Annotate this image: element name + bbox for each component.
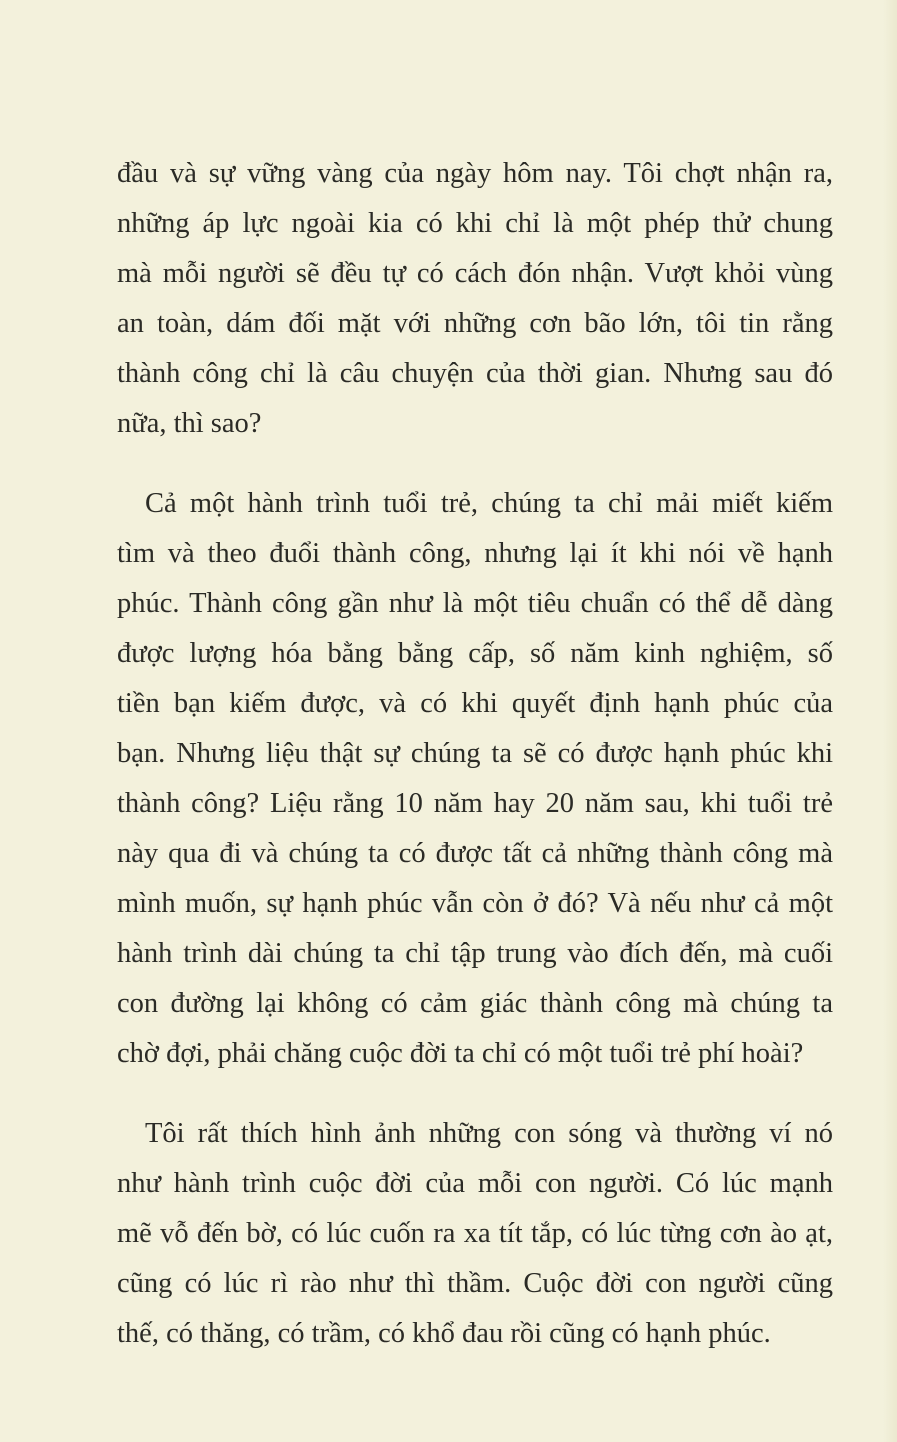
text-line: con đường lại không có cảm giác thành công mà chúng ta (117, 988, 833, 1019)
text-line: chờ đợi, phải chăng cuộc đời ta chỉ có một tuổi trẻ phí hoài? (117, 1038, 804, 1069)
text-line: hành trình dài chúng ta chỉ tập trung vào đích đến, mà cuối (117, 938, 833, 969)
text-line: tiền bạn kiếm được, và có khi quyết định hạnh phúc của (117, 688, 833, 719)
text-line: đầu và sự vững vàng của ngày hôm nay. Tôi chợt nhận ra, (117, 158, 833, 189)
text-line: mình muốn, sự hạnh phúc vẫn còn ở đó? Và nếu như cả một (117, 888, 833, 919)
text-line: cũng có lúc rì rào như thì thầm. Cuộc đời con người cũng (117, 1268, 833, 1299)
text-line: những áp lực ngoài kia có khi chỉ là một phép thử chung (117, 208, 833, 239)
page-edge-shadow (883, 0, 897, 1442)
text-line: Tôi rất thích hình ảnh những con sóng và thường ví nó (145, 1118, 833, 1149)
text-line: được lượng hóa bằng bằng cấp, số năm kinh nghiệm, số (117, 638, 833, 669)
paragraph (117, 149, 833, 449)
paragraph (117, 479, 833, 1079)
text-line: như hành trình cuộc đời của mỗi con người. Có lúc mạnh (117, 1168, 833, 1199)
text-line: thành công chỉ là câu chuyện của thời gian. Nhưng sau đó (117, 358, 833, 389)
text-line: mà mỗi người sẽ đều tự có cách đón nhận. Vượt khỏi vùng (117, 258, 833, 289)
text-line: thế, có thăng, có trầm, có khổ đau rồi cũng có hạnh phúc. (117, 1318, 771, 1349)
text-line: tìm và theo đuổi thành công, nhưng lại ít khi nói về hạnh (117, 538, 833, 569)
text-line: bạn. Nhưng liệu thật sự chúng ta sẽ có được hạnh phúc khi (117, 738, 833, 769)
text-line: mẽ vỗ đến bờ, có lúc cuốn ra xa tít tắp, có lúc từng cơn ào ạt, (117, 1218, 833, 1249)
text-line: này qua đi và chúng ta có được tất cả những thành công mà (117, 838, 833, 869)
book-page-body (117, 149, 833, 1389)
text-line: an toàn, dám đối mặt với những cơn bão lớn, tôi tin rằng (117, 308, 833, 339)
text-line: thành công? Liệu rằng 10 năm hay 20 năm sau, khi tuổi trẻ (117, 788, 833, 819)
paragraph (117, 1109, 833, 1359)
text-line: phúc. Thành công gần như là một tiêu chuẩn có thể dễ dàng (117, 588, 833, 619)
text-line: Cả một hành trình tuổi trẻ, chúng ta chỉ mải miết kiếm (145, 488, 833, 519)
text-line: nữa, thì sao? (117, 408, 262, 439)
